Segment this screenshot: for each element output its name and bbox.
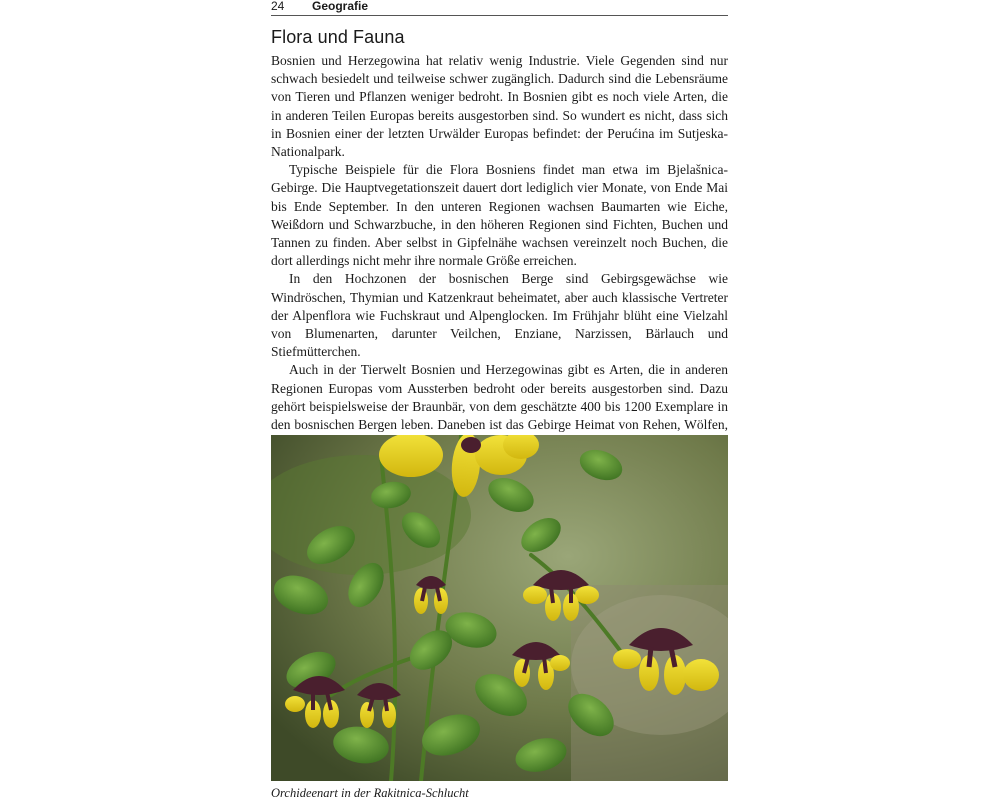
paragraph: In den Hochzonen der bosnischen Berge sind Gebirgsgewächse wie Windröschen, Thymian und Katzenkraut beheimatet, aber auch klassische Vertreter der Alpenflora wie Fuchskraut und Alpenglocken. Im Frühjahr blüht eine Vielzahl von Blumenarten, darunter Veilchen, Enziane, Narzissen, Bärlauch und Stiefmütterchen.: [271, 271, 728, 360]
page-number: 24: [271, 0, 285, 13]
figure-caption: Orchideenart in der Rakitnica-Schlucht: [271, 786, 469, 800]
paragraph: Typische Beispiele für die Flora Bosniens findet man etwa im Bjelašnica-Gebirge. Die Hauptvegetationszeit dauert dort lediglich vier Monate, von Ende Mai bis Ende September. In den unteren Regionen wachsen Baumarten wie Eiche, Weißdorn und Schwarzbuche, in den höheren Regionen sind Fichten, Buchen und Tannen zu finden. Aber selbst in Gipfelnähe wachsen vereinzelt noch Buchen, die dort allerdings nicht mehr ihre normale Größe erreichen.: [271, 162, 728, 269]
flower-photo: [271, 435, 728, 781]
paragraph: Auch in der Tierwelt Bosnien und Herzegowinas gibt es Arten, die in anderen Regionen Europas vom Aussterben bedroht oder bereits ausgestorben sind. Dazu gehört beispielsweise der Braunbär, von dem geschätzte 400 bis 1200 Exemplare in den bosnischen Bergen leben. Daneben ist das Gebirge Heimat von Rehen, Wölfen,: [271, 362, 728, 433]
paragraph: Bosnien und Herzegowina hat relativ wenig Industrie. Viele Gegenden sind nur schwach besiedelt und teilweise schwer zugänglich. Dadurch sind die Lebensräume von Tieren und Pflanzen weniger bedroht. In Bosnien gibt es noch viele Arten, die in anderen Teilen Europas bereits ausgestorben sind. So wundert es nicht, dass sich in Bosnien einer der letzten Urwälder Europas befindet: der Perućina im Sutjeska-Nationalpark.: [271, 53, 728, 160]
flower-illustration: [271, 435, 728, 781]
chapter-title: Geografie: [312, 0, 369, 13]
book-page: [271, 0, 728, 800]
running-head: [271, 0, 728, 16]
section-heading: Flora und Fauna: [271, 27, 405, 47]
body-text: [271, 52, 728, 452]
